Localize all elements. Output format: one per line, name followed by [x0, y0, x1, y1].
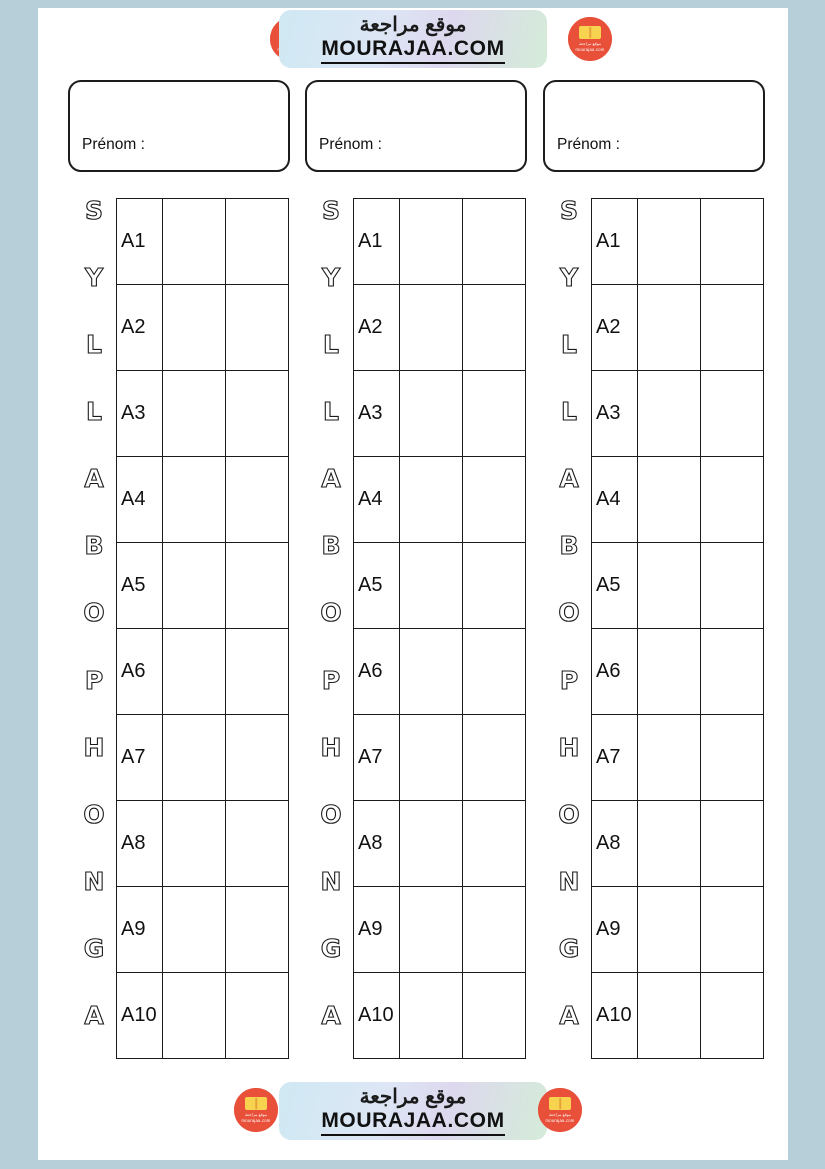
vertical-word-syllabophong: [72, 198, 116, 1070]
answer-cell[interactable]: [463, 543, 526, 629]
logo-caption: موقع مراجعة mourajaa.com: [545, 1112, 575, 1123]
row-label: A9: [117, 887, 163, 973]
row-label: A9: [354, 887, 400, 973]
brand-arabic-title: موقع مراجعة: [359, 1086, 467, 1109]
row-label: A7: [354, 715, 400, 801]
vertical-word-letter: P: [559, 665, 579, 695]
answer-cell[interactable]: [226, 801, 289, 887]
table-row: [592, 371, 764, 457]
vertical-word-letter: O: [320, 799, 342, 829]
row-label: A10: [592, 973, 638, 1059]
answer-cell[interactable]: [701, 285, 764, 371]
table-row: [592, 285, 764, 371]
vertical-word-letter: P: [84, 665, 104, 695]
brand-logo-icon: [234, 1088, 278, 1132]
vertical-word-letter: O: [558, 799, 580, 829]
answer-cell[interactable]: [463, 973, 526, 1059]
table-row: [117, 801, 289, 887]
name-label: Prénom :: [82, 136, 145, 153]
answer-cell[interactable]: [400, 887, 463, 973]
vertical-word-letter: S: [84, 196, 103, 225]
worksheet-column: [305, 80, 527, 1070]
table-row: [592, 199, 764, 285]
row-label: A3: [592, 371, 638, 457]
answer-cell[interactable]: [400, 801, 463, 887]
vertical-word-letter: G: [83, 933, 105, 963]
answer-cell[interactable]: [701, 973, 764, 1059]
vertical-word-letter: P: [321, 665, 341, 695]
row-label: A5: [117, 543, 163, 629]
answer-cell[interactable]: [163, 457, 226, 543]
table-row: [354, 543, 526, 629]
vertical-word-letter: O: [320, 598, 342, 628]
answer-cell[interactable]: [701, 629, 764, 715]
vertical-word-letter: A: [559, 1000, 579, 1030]
vertical-word-letter: L: [561, 330, 577, 360]
answer-cell[interactable]: [638, 715, 701, 801]
grid-area: [305, 198, 527, 1070]
row-label: A6: [117, 629, 163, 715]
answer-cell[interactable]: [463, 887, 526, 973]
answer-cell[interactable]: [638, 887, 701, 973]
answer-cell[interactable]: [463, 715, 526, 801]
vertical-word-letter: H: [558, 732, 580, 762]
table-row: [592, 715, 764, 801]
answer-cell[interactable]: [701, 801, 764, 887]
table-row: [354, 887, 526, 973]
row-label: A2: [592, 285, 638, 371]
row-label: A1: [354, 199, 400, 285]
vertical-word-letter: G: [558, 933, 580, 963]
table-row: [117, 715, 289, 801]
grid-area: [68, 198, 290, 1070]
answer-cell[interactable]: [163, 285, 226, 371]
vertical-word-letter: L: [86, 330, 102, 360]
book-icon: [549, 1097, 571, 1110]
answer-cell[interactable]: [638, 199, 701, 285]
table-row: [117, 371, 289, 457]
row-label: A8: [117, 801, 163, 887]
vertical-word-letter: B: [559, 531, 579, 561]
answer-cell[interactable]: [226, 973, 289, 1059]
row-label: A5: [592, 543, 638, 629]
row-label: A3: [354, 371, 400, 457]
table-row: [354, 199, 526, 285]
table-row: [354, 973, 526, 1059]
table-row: [592, 543, 764, 629]
answer-cell[interactable]: [701, 371, 764, 457]
answer-cell[interactable]: [226, 543, 289, 629]
name-label: Prénom :: [557, 136, 620, 153]
vertical-word-syllabophong: [547, 198, 591, 1070]
answer-cell[interactable]: [638, 543, 701, 629]
vertical-word-letter: L: [86, 397, 102, 427]
answer-cell[interactable]: [400, 285, 463, 371]
answer-cell[interactable]: [638, 629, 701, 715]
answer-cell[interactable]: [400, 543, 463, 629]
table-row: [117, 887, 289, 973]
vertical-word-letter: Y: [321, 263, 341, 293]
name-label: Prénom :: [319, 136, 382, 153]
answer-cell[interactable]: [638, 801, 701, 887]
answer-cell[interactable]: [638, 371, 701, 457]
vertical-word-letter: B: [321, 531, 341, 561]
brand-url: MOURAJAA.COM: [321, 1109, 504, 1135]
header-branding: [38, 8, 788, 70]
table-row: [592, 629, 764, 715]
row-label: A1: [592, 199, 638, 285]
table-row: [592, 457, 764, 543]
row-label: A6: [592, 629, 638, 715]
vertical-word-letter: A: [321, 1000, 341, 1030]
row-label: A4: [354, 457, 400, 543]
table-row: [354, 801, 526, 887]
vertical-word-letter: A: [321, 464, 341, 494]
table-row: [354, 629, 526, 715]
vertical-word-letter: S: [559, 196, 578, 225]
answer-cell[interactable]: [163, 973, 226, 1059]
answer-cell[interactable]: [701, 457, 764, 543]
vertical-word-letter: N: [320, 866, 342, 896]
answer-cell[interactable]: [463, 371, 526, 457]
row-label: A6: [354, 629, 400, 715]
vertical-word-letter: H: [320, 732, 342, 762]
vertical-word-letter: O: [83, 598, 105, 628]
table-row: [117, 457, 289, 543]
row-label: A10: [354, 973, 400, 1059]
row-label: A7: [117, 715, 163, 801]
brand-banner: [279, 1082, 547, 1140]
answer-cell[interactable]: [226, 629, 289, 715]
vertical-word-letter: L: [561, 397, 577, 427]
answer-grid: [116, 198, 289, 1059]
row-label: A7: [592, 715, 638, 801]
vertical-word-letter: A: [84, 464, 104, 494]
worksheet-page: [38, 8, 788, 1160]
answer-cell[interactable]: [163, 715, 226, 801]
table-row: [354, 457, 526, 543]
answer-cell[interactable]: [701, 715, 764, 801]
book-icon: [245, 1097, 267, 1110]
answer-cell[interactable]: [226, 457, 289, 543]
answer-cell[interactable]: [463, 199, 526, 285]
table-row: [117, 199, 289, 285]
name-field-box[interactable]: [305, 80, 527, 172]
vertical-word-letter: N: [558, 866, 580, 896]
answer-cell[interactable]: [226, 199, 289, 285]
table-row: [592, 801, 764, 887]
logo-caption: موقع مراجعة mourajaa.com: [241, 1112, 271, 1123]
answer-cell[interactable]: [163, 199, 226, 285]
vertical-word-letter: B: [84, 531, 104, 561]
answer-cell[interactable]: [226, 887, 289, 973]
table-row: [117, 285, 289, 371]
brand-logo-icon: [568, 17, 612, 61]
answer-cell[interactable]: [638, 457, 701, 543]
row-label: A2: [117, 285, 163, 371]
answer-cell[interactable]: [163, 887, 226, 973]
row-label: A5: [354, 543, 400, 629]
table-row: [117, 973, 289, 1059]
table-row: [117, 543, 289, 629]
worksheet-columns: [38, 80, 788, 1070]
answer-cell[interactable]: [163, 629, 226, 715]
row-label: A1: [117, 199, 163, 285]
brand-banner: [279, 10, 547, 68]
name-field-box[interactable]: [543, 80, 765, 172]
answer-cell[interactable]: [638, 285, 701, 371]
answer-cell[interactable]: [638, 973, 701, 1059]
vertical-word-letter: S: [321, 196, 340, 225]
row-label: A3: [117, 371, 163, 457]
vertical-word-letter: O: [83, 799, 105, 829]
row-label: A4: [592, 457, 638, 543]
answer-cell[interactable]: [163, 543, 226, 629]
brand-arabic-title: موقع مراجعة: [359, 14, 467, 37]
row-label: A8: [354, 801, 400, 887]
table-row: [117, 629, 289, 715]
answer-cell[interactable]: [400, 371, 463, 457]
answer-cell[interactable]: [163, 371, 226, 457]
table-row: [354, 285, 526, 371]
vertical-word-letter: N: [83, 866, 105, 896]
answer-cell[interactable]: [400, 973, 463, 1059]
logo-caption: موقع مراجعة mourajaa.com: [575, 41, 605, 52]
vertical-word-letter: Y: [84, 263, 104, 293]
brand-logo-icon: [538, 1088, 582, 1132]
worksheet-column: [68, 80, 290, 1070]
answer-cell[interactable]: [701, 887, 764, 973]
table-row: [354, 715, 526, 801]
vertical-word-letter: A: [559, 464, 579, 494]
vertical-word-letter: H: [83, 732, 105, 762]
answer-cell[interactable]: [701, 199, 764, 285]
answer-cell[interactable]: [400, 457, 463, 543]
answer-cell[interactable]: [463, 629, 526, 715]
brand-url: MOURAJAA.COM: [321, 37, 504, 63]
vertical-word-letter: A: [84, 1000, 104, 1030]
answer-cell[interactable]: [463, 801, 526, 887]
answer-cell[interactable]: [701, 543, 764, 629]
vertical-word-letter: L: [323, 397, 339, 427]
row-label: A8: [592, 801, 638, 887]
answer-cell[interactable]: [463, 457, 526, 543]
answer-cell[interactable]: [400, 199, 463, 285]
vertical-word-letter: O: [558, 598, 580, 628]
table-row: [354, 371, 526, 457]
answer-cell[interactable]: [226, 285, 289, 371]
row-label: A9: [592, 887, 638, 973]
answer-cell[interactable]: [400, 715, 463, 801]
answer-grid: [353, 198, 526, 1059]
vertical-word-letter: L: [323, 330, 339, 360]
answer-cell[interactable]: [400, 629, 463, 715]
table-row: [592, 973, 764, 1059]
answer-cell[interactable]: [226, 371, 289, 457]
vertical-word-letter: Y: [559, 263, 579, 293]
worksheet-column: [543, 80, 765, 1070]
answer-cell[interactable]: [226, 715, 289, 801]
vertical-word-syllabophong: [309, 198, 353, 1070]
row-label: A10: [117, 973, 163, 1059]
answer-grid: [591, 198, 764, 1059]
row-label: A4: [117, 457, 163, 543]
footer-branding: [38, 1080, 788, 1142]
name-field-box[interactable]: [68, 80, 290, 172]
grid-area: [543, 198, 765, 1070]
table-row: [592, 887, 764, 973]
answer-cell[interactable]: [163, 801, 226, 887]
row-label: A2: [354, 285, 400, 371]
vertical-word-letter: G: [320, 933, 342, 963]
answer-cell[interactable]: [463, 285, 526, 371]
book-icon: [579, 26, 601, 39]
